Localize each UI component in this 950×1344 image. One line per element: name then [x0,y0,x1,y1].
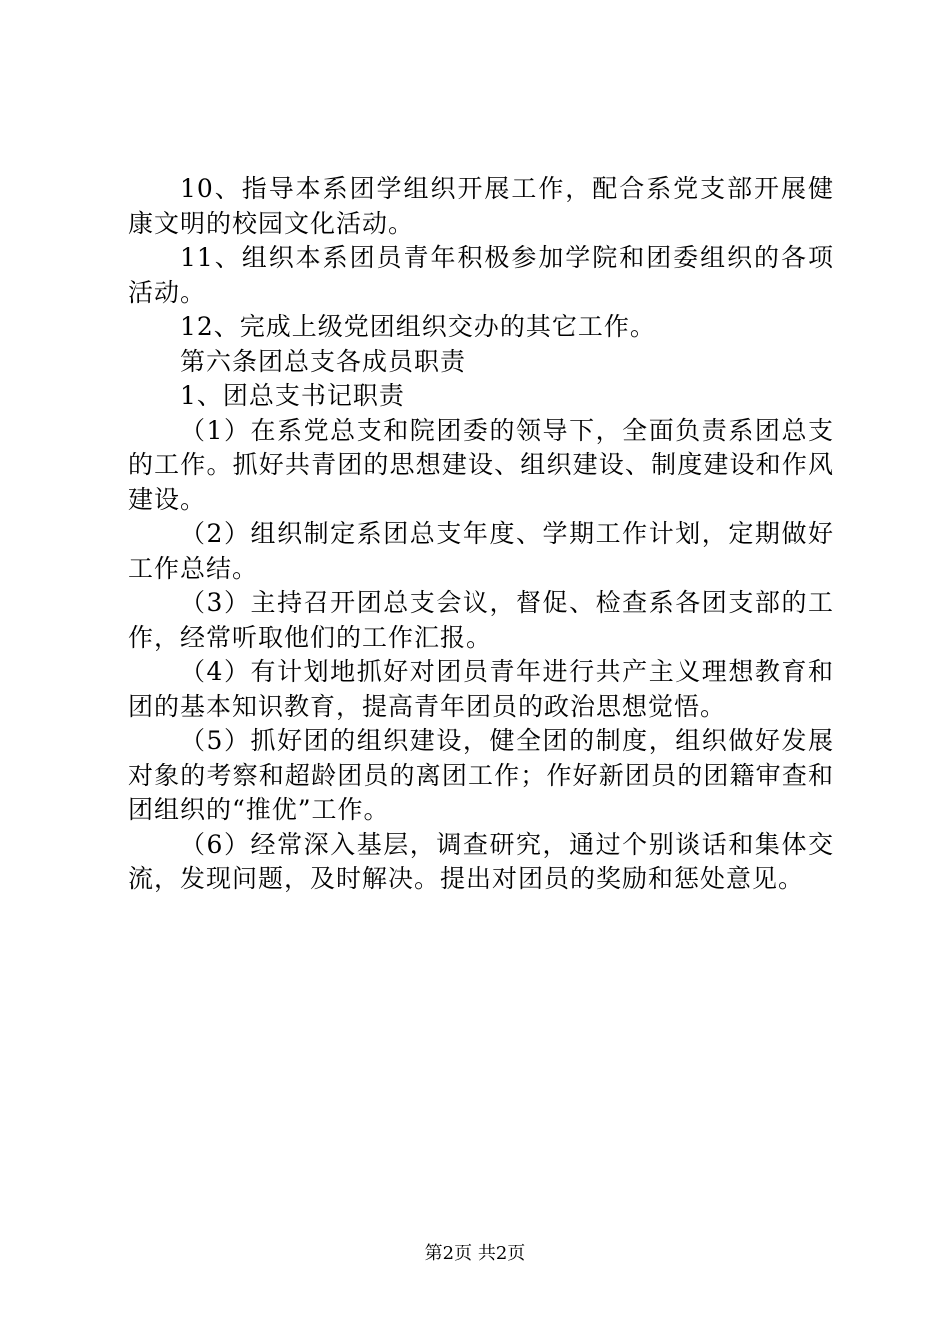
duty-item-2: （2）组织制定系团总支年度、学期工作计划，定期做好工作总结。 [128,519,834,583]
duty-item-1: （1）在系党总支和院团委的领导下，全面负责系团总支的工作。抓好共青团的思想建设、组织建设、制度建设和作风建设。 [128,415,834,514]
paragraph-item-12: 12、完成上级党团组织交办的其它工作。 [180,312,656,341]
secretary-duties-heading: 1、团总支书记职责 [180,381,405,410]
article-six-heading: 第六条团总支各成员职责 [180,346,467,376]
document-body [128,172,834,897]
page-footer: 第2页 共2页 [424,1243,526,1264]
duty-item-3: （3）主持召开团总支会议，督促、检查系各团支部的工作，经常听取他们的工作汇报。 [128,588,834,652]
paragraph-item-10: 10、指导本系团学组织开展工作，配合系党支部开展健康文明的校园文化活动。 [128,174,834,238]
duty-item-5: （5）抓好团的组织建设，健全团的制度，组织做好发展对象的考察和超龄团员的离团工作；作好新团员的团籍审查和团组织的“推优”工作。 [128,726,834,824]
duty-item-4: （4）有计划地抓好对团员青年进行共产主义理想教育和团的基本知识教育，提高青年团员的政治思想觉悟。 [128,657,834,721]
duty-item-6: （6）经常深入基层，调查研究，通过个别谈话和集体交流，发现问题，及时解决。提出对团员的奖励和惩处意见。 [128,829,834,893]
paragraph-item-11: 11、组织本系团员青年积极参加学院和团委组织的各项活动。 [128,243,834,307]
